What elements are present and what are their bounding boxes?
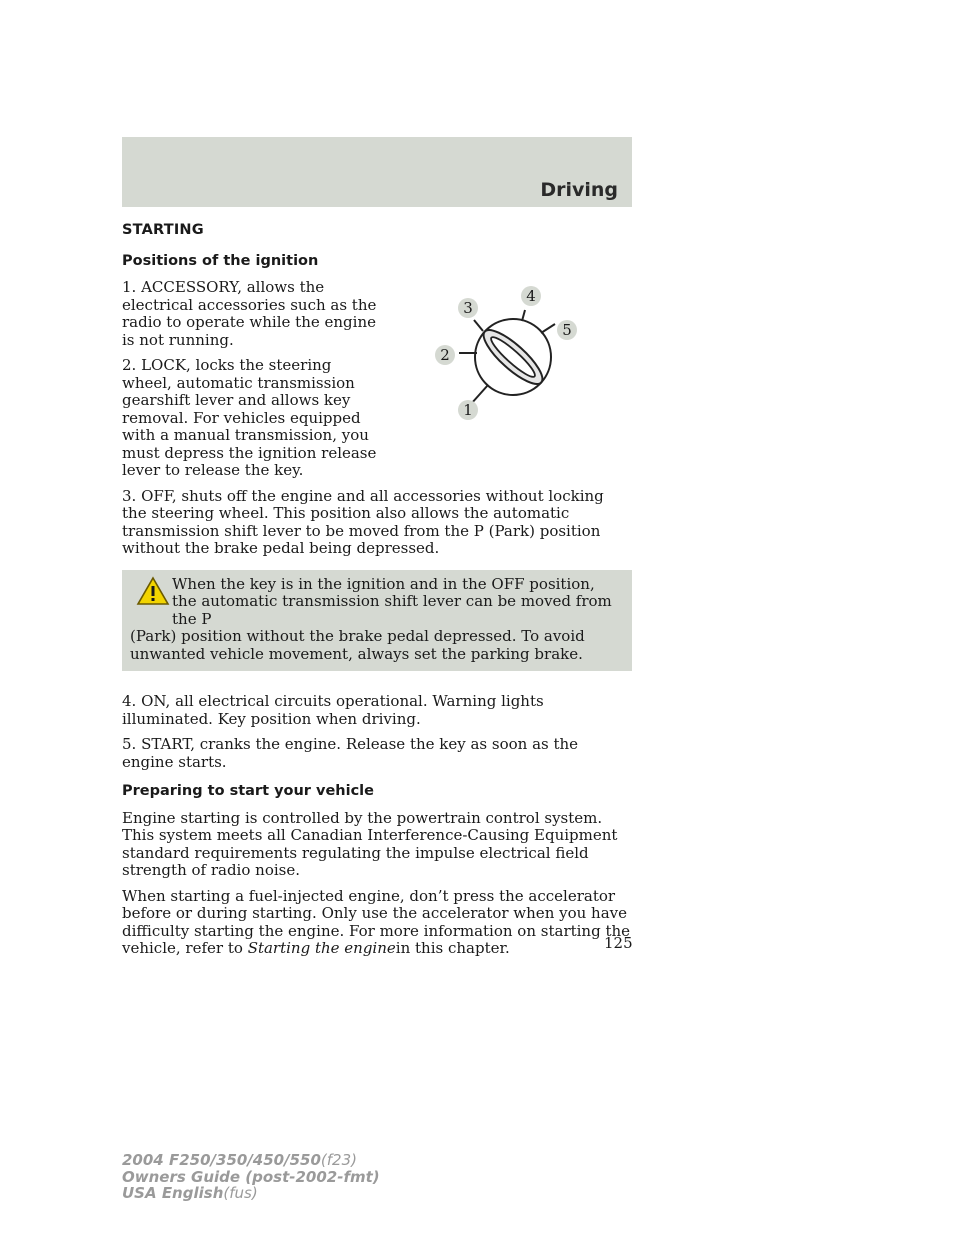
footer-language: USA English — [122, 1184, 224, 1202]
diagram-label-3: 3 — [463, 299, 473, 317]
footer-model: 2004 F250/350/450/550 — [122, 1151, 321, 1169]
subsection-heading: Positions of the ignition — [122, 252, 319, 269]
diagram-label-1: 1 — [463, 401, 473, 419]
preparing-paragraph-2-text: When starting a fuel-injected engine, don’t press the accelerator before or during starting. Only use the accelerator when you have difficulty starting the engine. For more information on starting the vehicle, refer to — [122, 886, 631, 957]
warning-box — [122, 570, 632, 672]
warning-text-line2: (Park) position without the brake pedal depressed. To avoid unwanted vehicle movement, always set the parking brake. — [130, 627, 585, 663]
ignition-diagram — [428, 280, 578, 430]
footer-language-code: (fus) — [223, 1184, 258, 1202]
warning-triangle-icon — [136, 576, 170, 606]
diagram-label-5: 5 — [562, 321, 572, 339]
ignition-cylinder-illustration — [459, 310, 555, 404]
ignition-position-5: 5. START, cranks the engine. Release the key as soon as the engine starts. — [122, 735, 579, 771]
footer-line-2 — [122, 1169, 380, 1186]
page-number: 125 — [604, 934, 633, 952]
footer-line-3 — [122, 1185, 380, 1202]
preparing-paragraph-2-suffix: in this chapter. — [395, 939, 510, 957]
footer-model-code: (f23) — [320, 1151, 357, 1169]
footer-guide: Owners Guide (post-2002-fmt) — [122, 1167, 380, 1186]
cross-reference-link: Starting the engine — [247, 939, 396, 957]
ignition-position-1: 1. ACCESSORY, allows the electrical accessories such as the radio to operate while the engine is not running. — [122, 278, 377, 349]
preparing-paragraph-1: Engine starting is controlled by the powertrain control system. This system meets all Canadian Interference-Causing Equipment standard requirements regulating the impulse electrical field strength of radio noise. — [122, 808, 618, 879]
preparing-paragraph-2 — [122, 888, 632, 958]
document-footer — [122, 1152, 380, 1202]
warning-text-line1: When the key is in the ignition and in the OFF position, the automatic transmission shift lever can be moved from the P — [172, 574, 612, 628]
diagram-label-2: 2 — [440, 346, 450, 364]
preparing-heading: Preparing to start your vehicle — [122, 783, 374, 799]
ignition-position-3: 3. OFF, shuts off the engine and all accessories without locking the steering wheel. This position also allows the automatic transmission shift lever to be moved from the P (Park) position without the brake pedal being depressed. — [122, 486, 604, 557]
ignition-position-4: 4. ON, all electrical circuits operational. Warning lights illuminated. Key position when driving. — [122, 692, 544, 728]
diagram-label-4: 4 — [526, 287, 536, 305]
section-heading: STARTING — [122, 222, 204, 238]
ignition-position-2: 2. LOCK, locks the steering wheel, automatic transmission gearshift lever and allows key removal. For vehicles equipped with a manual transmission, you must depress the ignition release lever to release the key. — [122, 356, 377, 479]
footer-line-1 — [122, 1152, 380, 1169]
header-band — [122, 137, 632, 207]
page-title: Driving — [540, 179, 618, 201]
